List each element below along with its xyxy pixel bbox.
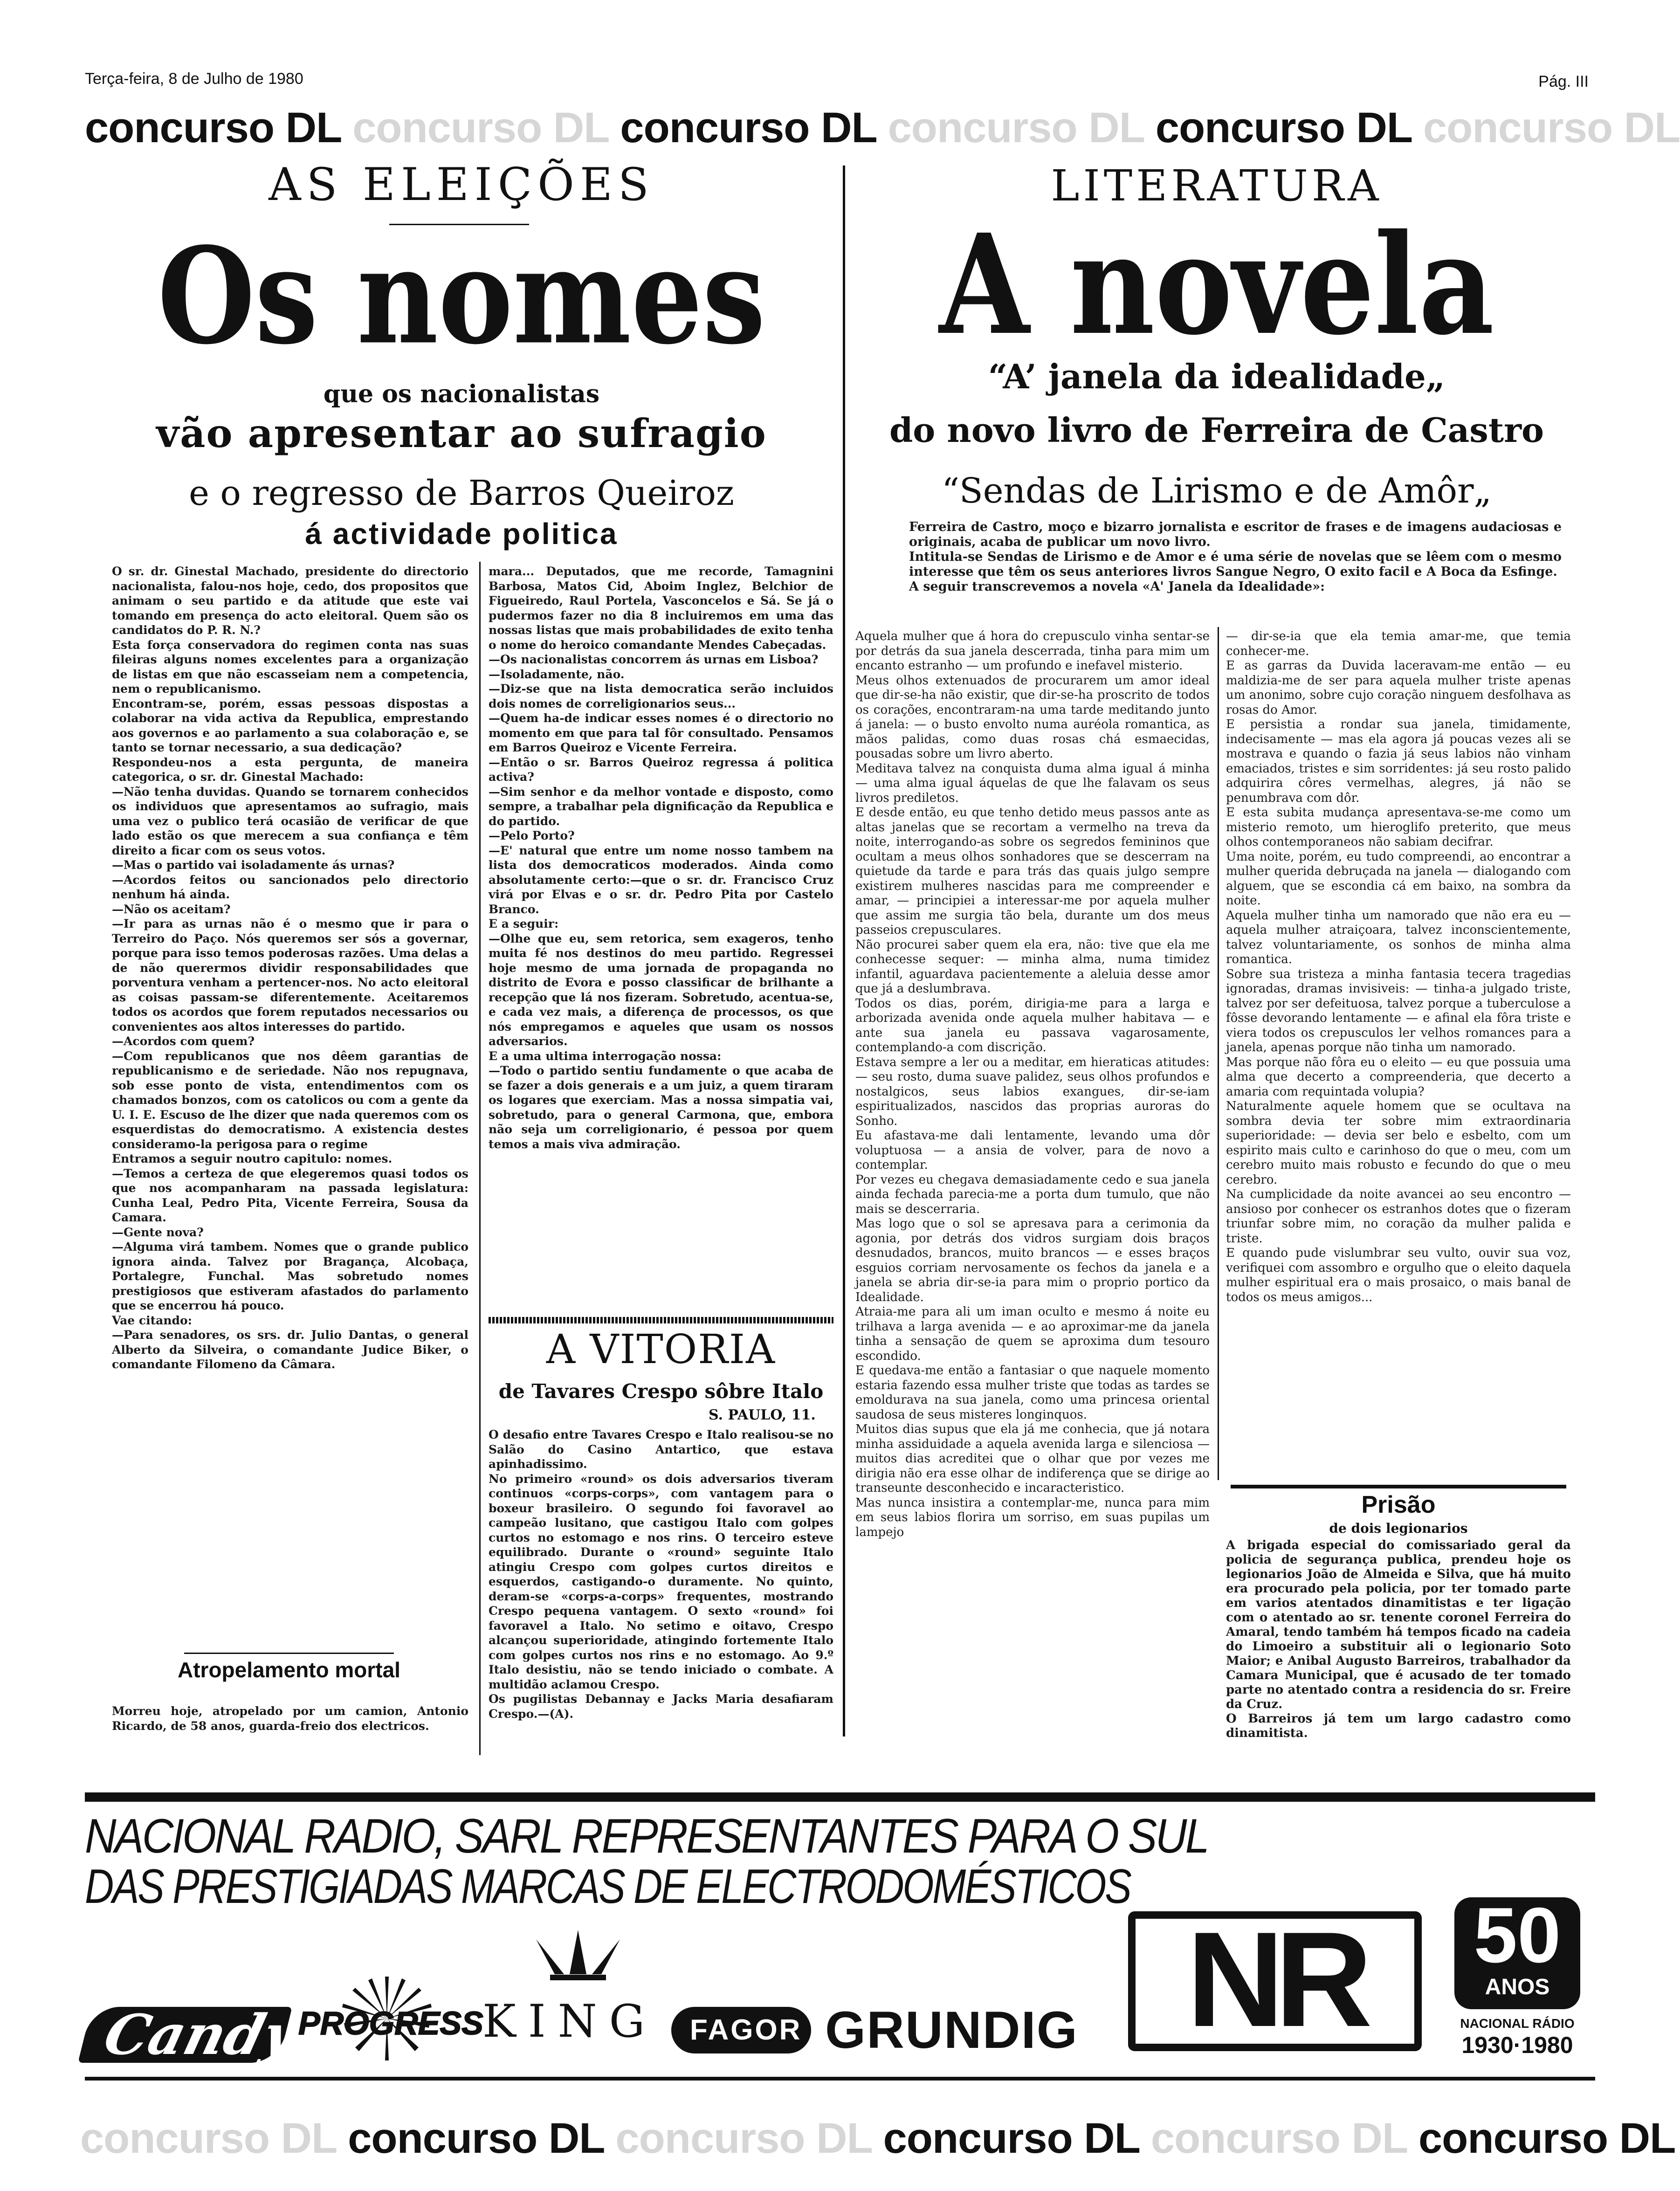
banner-dl-ghost: DL: [1624, 104, 1680, 152]
anniversary-years: 1930·1980: [1461, 2032, 1573, 2058]
subhead-barros-queiroz: e o regresso de Barros Queiroz: [189, 473, 734, 513]
concurso-banner-bottom: [80, 2114, 1675, 2163]
banner-word: concurso: [620, 104, 810, 152]
section-title-eleicoes: AS ELEIÇÕES: [269, 158, 654, 211]
banner-word-ghost: concurso: [80, 2115, 270, 2162]
kicker-nacionalistas: que os nacionalistas: [323, 380, 600, 408]
banner-word: concurso: [85, 104, 275, 152]
decorative-dashed-rule: [489, 1317, 833, 1323]
brand-grundig-logo: [825, 2000, 1078, 2060]
banner-dl: DL: [548, 2115, 604, 2162]
banner-dl-ghost: DL: [1088, 104, 1144, 152]
subhead-actividade: á actividade politica: [305, 517, 618, 551]
anniversary-word: ANOS: [1485, 1975, 1550, 1999]
column-divider: [479, 562, 481, 1755]
banner-dl-ghost: DL: [816, 2115, 872, 2162]
page-number: Pág. III: [1538, 73, 1589, 90]
headline-prisao: Prisão: [1361, 1491, 1436, 1518]
advertisement-bottom-rule: [85, 2077, 1595, 2081]
concurso-banner-top: [85, 103, 1680, 152]
brand-king-text: KING: [482, 1995, 657, 2047]
brand-grundig-text: GRUNDIG: [825, 2001, 1078, 2059]
article-eleicoes-col1: O sr. dr. Ginestal Machado, presidente do directorio nacionalista, falou-nos hoje, cedo, dos propositos que animam o seu partido e da atitude que este vai tomando em presença do acto eleitoral. Quem são os candidatos do P. R. N.? Esta força conservadora do regimen conta nas suas fileiras alguns nomes excelentes para a organização de listas em que não escasseiam nem a competencia, nem o republicanismo. Encontram-se, porém, essas pessoas dispostas a colaborar na vida activa da Republica, emprestando aos governos e ao parlamento a sua colaboração e, se tanto se tornar necessario, a sua dedicação? Respondeu-nos a esta pergunta, de maneira categorica, o sr. dr. Ginestal Machado: —Não tenha duvidas. Quando se tornarem conhecidos os individuos que apresentamos ao sufragio, mais uma vez o publico terá ocasião de verificar de que lado estão os que merecem a sua confiança e têm direito a ficar com os seus votos. —Mas o partido vai isoladamente ás urnas? —Acordos feitos ou sancionados pelo directorio nenhum há ainda. —Não os aceitam? —Ir para as urnas não é o mesmo que ir para o Terreiro do Paço. Nós queremos ser sós a governar, porque para isso temos poderosas razões. Uma delas a de não querermos dividir responsabilidades que porventura venham a pertencer-nos. No acto eleitoral as coisas passam-se diferentemente. Aceitaremos todos os acordos que forem reputados necessarios ou convenientes aos altos interesses do partido. —Acordos com quem? —Com republicanos que nos dêem garantias de republicanismo e de seriedade. Não nos repugnava, sob esse ponto de vista, entendimentos com os chamados bonzos, com os catolicos ou com a gente da U. I. E. Escuso de lhe dizer que nada queremos com os esquerdistas do democratismo. A existencia destes consideramo-la perigosa para o regime Entramos a seguir noutro capitulo: nomes. —Temos a certeza de que elegeremos quasi todos os que nos acompanharam na passada legislatura: Cunha Leal, Pedro Pita, Vicente Ferreira, Sousa da Camara. —Gente nova? —Alguma virá tambem. Nomes que o grande publico ignora ainda. Talvez por Bragança, Alcobaça, Portalegre, Funchal. Mas sobretudo nomes prestigiosos que estiveram afastados do parlamento que se encerrou há pouco. Vae citando: —Para senadores, os srs. dr. Julio Dantas, o general Alberto da Silveira, o comandante Judice Biker, o comandante Filomeno da Câmara.: [112, 565, 469, 1371]
ad-headline-line1: NACIONAL RADIO, SARL REPRESENTANTES PARA O SUL: [85, 1809, 1208, 1863]
banner-word-ghost: concurso: [352, 104, 542, 152]
banner-word: concurso: [1418, 2115, 1608, 2162]
headline-atropelamento: Atropelamento mortal: [178, 1658, 400, 1682]
banner-dl-ghost: DL: [1351, 2115, 1407, 2162]
separator-rule: [184, 1653, 394, 1654]
article-atropelamento: Morreu hoje, atropelado por um camion, Antonio Ricardo, de 58 anos, guarda-freio dos electricos.: [112, 1704, 468, 1733]
anniversary-badge: [1440, 1893, 1594, 2070]
brand-king-logo: [482, 1995, 657, 2047]
anniversary-company: NACIONAL RÁDIO: [1460, 2016, 1575, 2031]
article-novela-col2: — dir-se-ia que ela temia amar-me, que temia conhecer-me. E as garras da Duvida laceravam-me então — eu maldizia-me de ser para aquela mulher triste apenas um anonimo, sobre cujo coração ninguem desfolhava as rosas do Amor. E persistia a rondar sua janela, timidamente, indecisamente — mas ela agora já poucas vezes ali se mostrava e quando o fazia já seus labios não vinham emaciados, tristes e sim sorridentes: já seu rosto palido adquirira côres vermelhas, alegres, já não se penumbrava com dôr. E esta subita mudança apresentava-se-me como um misterio remoto, um hieroglifo preterito, que meus olhos contemporaneos não sabiam decifrar. Uma noite, porém, eu tudo compreendi, ao encontrar a mulher querida debruçada na janela — dialogando com alguem, que se escondia cá em baixo, na sombra da noite. Aquela mulher tinha um namorado que não era eu — aquela mulher atraiçoara, talvez inconscientemente, talvez voluntariamente, os sonhos de minha alma romantica. Sobre sua tristeza a minha fantasia tecera tragedias ignoradas, dramas invisiveis: — tinha-a julgado triste, talvez por ser defeituosa, talvez porque a tuberculose a fôsse devorando lentamente — e afinal ela fôra triste e viera todos os crepusculos ler velhos romances para a janela, apenas porque não tinha um namorado. Mas porque não fôra eu o eleito — eu que possuia uma alma que decerto a compreenderia, que decerto a amaria com requintada volupia? Naturalmente aquele homem que se ocultava na sombra devia ter sobre mim extraordinaria superioridade: — devia ser belo e esbelto, com um espirito mais culto e carinhoso do que o meu, com um cerebro muito mais robusto e fecundo do que o meu cerebro. Na cumplicidade da noite avancei ao seu encontro — ansioso por conhecer os estranhos dotes que o fizeram triunfar sobre mim, no coração da mulher palida e triste. E quando pude vislumbrar seu vulto, ouvir sua voz, verifiquei com assombro e orgulho que o eleito daquela mulher espiritual era o mais prosaico, o mais banal de todos os meus amigos...: [1226, 629, 1571, 1304]
column-divider: [1218, 627, 1219, 1480]
article-novela-col1: Aquela mulher que á hora do crepusculo vinha sentar-se por detrás da sua janela descerrada, tinha para mim um encanto estranho — um profundo e inefavel misterio. Meus olhos extenuados de procurarem um amor ideal que dir-se-ha não existir, que dir-se-ha proscrito de todos os corações, encontraram-na uma tarde meditando junto á janela: — o busto envolto numa auréola romantica, as mãos palidas, como duas rosas chá esmaecidas, pousadas sobre um livro aberto. Meditava talvez na conquista duma alma igual á minha — uma alma igual áquelas de que lhe falavam os seus livros prediletos. E desde então, eu que tenho detido meus passos ante as altas janelas que se recortam a vermelho na treva da noite, interrogando-as sobre os segredos femininos que ocultam a meus olhos sonhadores que se descerram na quietude da tarde e para trás das quais julgo sempre existirem mulheres nascidas para me compreender e amar, — principiei a interessar-me por aquela mulher que assim me surgia tão bela, durante um dos meus passeios crepusculares. Não procurei saber quem ela era, não: tive que ela me conhecesse sequer: — minha alma, numa timidez infantil, aguardava pacientemente a aleluia desse amor que já a deslumbrava. Todos os dias, porém, dirigia-me para a larga e arborizada avenida onde aquela mulher habitava — e ante sua janela eu passava vagarosamente, contemplando-a com discrição. Estava sempre a ler ou a meditar, em hieraticas atitudes: — seu rosto, duma suave palidez, seus olhos profundos e nostalgicos, seus labios exangues, dir-se-iam espiritualizados, nascidos das proprias auroras do Sonho. Eu afastava-me dali lentamente, levando uma dôr voluptuosa — a ansia de volver, para de novo a contemplar. Por vezes eu chegava demasiadamente cedo e sua janela ainda fechada parecia-me a porta dum tumulo, que não mais se descerraria. Mas logo que o sol se apresava para a cerimonia da agonia, por detrás dos vidros surgiam dois braços desnudados, brancos, muito brancos — e esses braços esguios corriam nervosamente os fechos da janela e a janela se abria dir-se-ia para mim o proprio portico da Idealidade. Atraia-me para ali um iman oculto e mesmo á noite eu trilhava a larga avenida — e ao aproximar-me da janela tinha a sensação de quem se aproxima dum tesouro escondido. E quedava-me então a fantasiar o que naquele momento estaria fazendo essa mulher triste que todas as tardes se emoldurava na sua janela, como uma princesa oriental saudosa de seus misteres longinquos. Muitos dias supus que ela já me conhecia, que já notara minha assiduidade a aquela avenida larga e silenciosa — muitos dias acreditei que o olhar que por vezes me dirigia não era esse olhar de indiferença que se dirige ao transeunte desconhecido e incaracteristico. Mas nunca insistira a contemplar-me, nunca para mim em seus labios florira um sorriso, em suas pupilas um lampejo: [855, 629, 1210, 1539]
banner-word: concurso: [883, 2115, 1073, 2162]
banner-word: concurso: [348, 2115, 537, 2162]
subhead-sendas: “Sendas de Lirismo e de Amôr„: [942, 471, 1492, 511]
banner-dl-ghost: DL: [553, 104, 609, 152]
anniversary-number: 50: [1473, 1891, 1561, 1979]
banner-word: concurso: [1155, 104, 1345, 152]
article-prisao: A brigada especial do comissariado geral da policia de segurança publica, prendeu hoje os legionarios João de Almeida e Silva, que há muito era procurado pela policia, por ter tomado parte em varios atentados dinamitistas e ter ligação com o atentado ao sr. tenente coronel Ferreira do Amaral, tendo também há tempos ficado na cadeia do Limoeiro a substituir ali o legionario Soto Maior; e Anibal Augusto Barreiros, trabalhador da Camara Municipal, que é acusado de ter tomado parte no atentado contra a residencia do sr. Freire da Cruz. O Barreiros já tem um largo cadastro como dinamitista.: [1226, 1538, 1571, 1740]
ad-headline-line2: DAS PRESTIGIADAS MARCAS DE ELECTRODOMÉSTICOS: [85, 1860, 1130, 1914]
banner-dl-ghost: DL: [281, 2115, 337, 2162]
nr-logo-text: NR: [1186, 1904, 1363, 2055]
separator-rule: [1231, 1485, 1566, 1488]
dateline-sao-paulo: S. PAULO, 11.: [709, 1407, 816, 1423]
issue-date: Terça-feira, 8 de Julho de 1980: [85, 70, 303, 88]
headline-a-novela: A novela: [939, 203, 1494, 365]
brand-fagor-logo: [671, 2007, 811, 2053]
subhead-janela: “A’ janela da idealidade„: [988, 357, 1446, 396]
banner-dl: DL: [1084, 2115, 1140, 2162]
banner-dl: DL: [1356, 104, 1412, 152]
nr-logo: [1128, 1904, 1422, 2055]
brand-candy-text: Candy: [97, 2002, 304, 2067]
column-divider: [843, 165, 845, 1736]
banner-dl: DL: [821, 104, 877, 152]
brand-progress-text: PROGRESS: [298, 2005, 483, 2041]
section-title-literatura: LITERATURA: [1051, 161, 1383, 211]
advertisement-top-rule: [85, 1792, 1595, 1802]
brand-progress-logo: [298, 2005, 483, 2042]
subhead-legionarios: de dois legionarios: [1329, 1521, 1468, 1536]
headline-os-nomes: Os nomes: [157, 218, 766, 374]
banner-dl: DL: [1619, 2115, 1676, 2162]
brand-fagor-text: FAGOR: [690, 2014, 802, 2046]
subhead-ferreira-de-castro: do novo livro de Ferreira de Castro: [889, 410, 1544, 450]
article-eleicoes-col2: mara... Deputados, que me recorde, Tamagnini Barbosa, Matos Cid, Aboim Inglez, Belchior de Figueiredo, Raul Portela, Vasconcelos e Sá. Se já o pudermos fazer no dia 8 incluiremos em uma das nossas listas que mais probabilidades de exito tenha o nome do heroico comandante Mendes Cabeçadas. —Os nacionalistas concorrem ás urnas em Lisboa? —Isoladamente, não. —Diz-se que na lista democratica serão incluidos dois nomes de correligionarios seus... —Quem ha-de indicar esses nomes é o directorio no momento em que para tal fôr consultado. Pensamos em Barros Queiroz e Vicente Ferreira. —Então o sr. Barros Queiroz regressa á politica activa? —Sim senhor e da melhor vontade e disposto, como sempre, a trabalhar pela dignificação da Republica e do partido. —Pelo Porto? —E' natural que entre um nome nosso tambem na lista dos democraticos moderados. Ainda como absolutamente certo:—que o sr. dr. Francisco Cruz virá por Elvas e o sr. dr. Pedro Pita por Castelo Branco. E a seguir: —Olhe que eu, sem retorica, sem exageros, tenho muita fé nos destinos do meu partido. Regressei hoje mesmo de uma jornada de propaganda no distrito de Evora e posso classificar de brilhante a recepção que lá nos fizeram. Sobretudo, acentua-se, e cada vez mais, a diferença de processos, os que nós empregamos e aqueles que usam os nossos adversarios. E a uma ultima interrogação nossa: —Todo o partido sentiu fundamente o que acaba de se fazer a dois generais e a um juiz, a quem tiraram os logares que exerciam. Mas a nossa simpatia vai, sobretudo, para o general Carmona, que, embora não seja um correligionario, é pessoa por quem temos a mais viva admiração.: [489, 565, 833, 1151]
article-vitoria: O desafio entre Tavares Crespo e Italo realisou-se no Salão do Casino Antartico, que estava apinhadissimo. No primeiro «round» os dois adversarios tiveram continuos «corps-corps», com vantagem para o boxeur brasileiro. O segundo foi favoravel ao campeão lusitano, que castigou Italo com golpes curtos no estomago e nos rins. O terceiro esteve equilibrado. Durante o «round» seguinte Italo atingiu Crespo com golpes curtos direitos e esquerdos, castigando-o duramente. No quinto, deram-se «corps-a-corps» frequentes, mostrando Crespo pequena vantagem. O sexto «round» foi favoravel a Italo. No setimo e oitavo, Crespo alcançou superioridade, atingindo fortemente Italo com golpes curtos nos rins e no estomago. Ao 9.º Italo desistiu, não se tendo iniciado o combate. A multidão aclamou Crespo. Os pugilistas Debannay e Jacks Maria desafiaram Crespo.—(A).: [489, 1428, 833, 1721]
anniversary-box: [1454, 1891, 1580, 2009]
article-novela-intro: Ferreira de Castro, moço e bizarro jornalista e escritor de frases e de imagens audaciosas e originais, acaba de publicar um novo livro. Intitula-se Sendas de Lirismo e de Amor e é uma série de novelas que se lêem com o mesmo interesse que têm os seus anteriores livros Sangue Negro, O exito facil e A Boca da Esfinge. A seguir transcrevemos a novela «A' Janela da Idealidade»:: [909, 520, 1562, 594]
banner-word-ghost: concurso: [1423, 104, 1613, 152]
subhead-tavares-crespo: de Tavares Crespo sôbre Italo: [498, 1380, 824, 1403]
headline-vitoria: A VITORIA: [546, 1326, 776, 1373]
banner-dl: DL: [285, 104, 341, 152]
banner-word-ghost: concurso: [615, 2115, 805, 2162]
king-crown-icon: [527, 1930, 629, 1981]
banner-word-ghost: concurso: [1150, 2115, 1340, 2162]
brand-candy-logo: [78, 2002, 304, 2067]
banner-word-ghost: concurso: [888, 104, 1077, 152]
subhead-sufragio: vão apresentar ao sufragio: [156, 410, 767, 456]
